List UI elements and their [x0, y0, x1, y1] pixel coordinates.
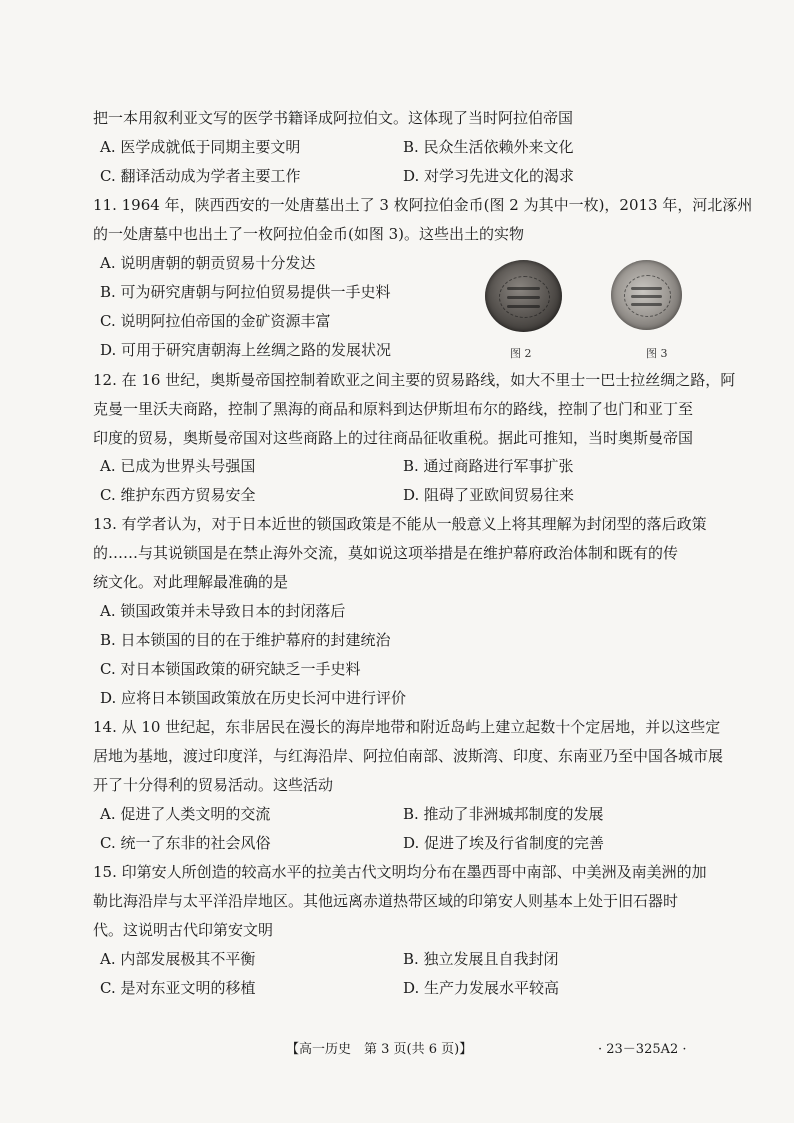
- footer-page-info: 【高一历史 第 3 页(共 6 页)】: [286, 1042, 473, 1057]
- q10-stem-tail: 把一本用叙利亚文写的医学书籍译成阿拉伯文。这体现了当时阿拉伯帝国: [93, 109, 574, 127]
- q10-option-b: B. 民众生活依赖外来文化: [403, 138, 574, 156]
- q10-option-c: C. 翻译活动成为学者主要工作: [100, 167, 301, 185]
- arab-gold-coin-figure-2: [485, 260, 562, 332]
- q12-option-c: C. 维护东西方贸易安全: [100, 486, 256, 504]
- q15-option-a: A. 内部发展极其不平衡: [100, 950, 256, 968]
- q14-stem-line-3: 开了十分得利的贸易活动。这些活动: [93, 776, 334, 794]
- q11-option-d: D. 可用于研究唐朝海上丝绸之路的发展状况: [100, 341, 392, 359]
- footer-exam-code: · 23－325A2 ·: [598, 1042, 687, 1057]
- arab-gold-coin-figure-3: [611, 260, 682, 330]
- q11-stem-line-1: 11. 1964 年，陕西西安的一处唐墓出土了 3 枚阿拉伯金币(图 2 为其中一枚)，2013 年，河北涿州: [93, 196, 753, 214]
- q14-option-c: C. 统一了东非的社会风俗: [100, 834, 271, 852]
- q11-stem-line-2: 的一处唐墓中也出土了一枚阿拉伯金币(如图 3)。这些出土的实物: [93, 225, 525, 243]
- q14-option-a: A. 促进了人类文明的交流: [100, 805, 271, 823]
- q14-stem-line-1: 14. 从 10 世纪起，东非居民在漫长的海岸地带和附近岛屿上建立起数十个定居地，并以这些定: [93, 718, 721, 736]
- q13-stem-line-1: 13. 有学者认为，对于日本近世的锁国政策是不能从一般意义上将其理解为封闭型的落后政策: [93, 515, 707, 533]
- q15-option-d: D. 生产力发展水平较高: [403, 979, 560, 997]
- q14-option-d: D. 促进了埃及行省制度的完善: [403, 834, 605, 852]
- q15-stem-line-2: 勒比海沿岸与太平洋沿岸地区。其他远离赤道热带区域的印第安人则基本上处于旧石器时: [93, 892, 679, 910]
- q10-option-a: A. 医学成就低于同期主要文明: [100, 138, 301, 156]
- q10-option-d: D. 对学习先进文化的渴求: [403, 167, 575, 185]
- q12-option-a: A. 已成为世界头号强国: [100, 457, 256, 475]
- q11-option-b: B. 可为研究唐朝与阿拉伯贸易提供一手史料: [100, 283, 391, 301]
- q13-stem-line-2: 的……与其说锁国是在禁止海外交流，莫如说这项举措是在维护幕府政治体制和既有的传: [93, 544, 679, 562]
- q13-stem-line-3: 统文化。对此理解最准确的是: [93, 573, 289, 591]
- q14-stem-line-2: 居地为基地，渡过印度洋，与红海沿岸、阿拉伯南部、波斯湾、印度、东南亚乃至中国各城市展: [93, 747, 724, 765]
- q12-stem-line-1: 12. 在 16 世纪，奥斯曼帝国控制着欧亚之间主要的贸易路线，如大不里士一巴士拉丝绸之路，阿: [93, 371, 736, 389]
- q15-option-b: B. 独立发展且自我封闭: [403, 950, 559, 968]
- q12-option-b: B. 通过商路进行军事扩张: [403, 457, 574, 475]
- q14-option-b: B. 推动了非洲城邦制度的发展: [403, 805, 604, 823]
- q12-stem-line-2: 克曼一里沃夫商路，控制了黑海的商品和原料到达伊斯坦布尔的路线，控制了也门和亚丁至: [93, 400, 694, 418]
- q11-option-a: A. 说明唐朝的朝贡贸易十分发达: [100, 254, 316, 272]
- q15-option-c: C. 是对东亚文明的移植: [100, 979, 256, 997]
- q13-option-d: D. 应将日本锁国政策放在历史长河中进行评价: [100, 689, 407, 707]
- q13-option-a: A. 锁国政策并未导致日本的封闭落后: [100, 602, 346, 620]
- q15-stem-line-3: 代。这说明古代印第安文明: [93, 921, 274, 939]
- q12-stem-line-3: 印度的贸易，奥斯曼帝国对这些商路上的过往商品征收重税。据此可推知，当时奥斯曼帝国: [93, 429, 694, 447]
- q12-option-d: D. 阻碍了亚欧间贸易往来: [403, 486, 575, 504]
- figure-2-caption: 图 2: [510, 347, 532, 360]
- q13-option-b: B. 日本锁国的目的在于维护幕府的封建统治: [100, 631, 391, 649]
- q13-option-c: C. 对日本锁国政策的研究缺乏一手史料: [100, 660, 361, 678]
- figure-3-caption: 图 3: [646, 347, 668, 360]
- q11-option-c: C. 说明阿拉伯帝国的金矿资源丰富: [100, 312, 331, 330]
- q15-stem-line-1: 15. 印第安人所创造的较高水平的拉美古代文明均分布在墨西哥中南部、中美洲及南美洲的加: [93, 863, 707, 881]
